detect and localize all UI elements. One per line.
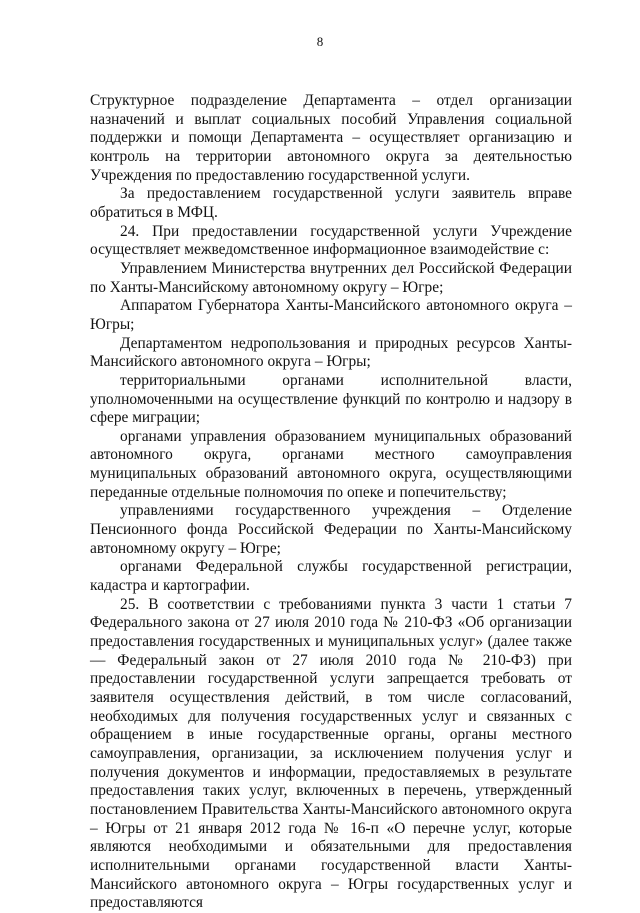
list-item-governor-office: Аппаратом Губернатора Ханты-Мансийского автономного округа – Югры; [90, 297, 572, 333]
paragraph-24: 24. При предоставлении государственной услуги Учреждение осуществляет межведомственное информационное взаимодействие с: [90, 222, 572, 259]
paragraph-mfc: За предоставлением государственной услуги заявитель вправе обратиться в МФЦ. [90, 185, 572, 221]
list-item-pension-fund: управлениями государственного учреждения – Отделение Пенсионного фонда Российской Федерации по Ханты-Мансийскому автономному округу – Югре; [90, 502, 572, 557]
paragraph-structural-unit: Структурное подразделение Департамента – отдел организации назначений и выплат социальных пособий Управления социальной поддержки и помощи Департамента – осуществляет организацию и контроль на территории автономного округа за деятельностью Учреждения по предоставлению государственной услуги. [90, 92, 572, 184]
list-item-mvd: Управлением Министерства внутренних дел Российской Федерации по Ханты-Мансийскому автономному округу – Югре; [90, 259, 572, 296]
list-item-education-authorities: органами управления образованием муниципальных образований автономного округа, органами местного самоуправления муниципальных образований автономного округа, осуществляющими переданные отдельные полномочия по опеке и попечительству; [90, 427, 572, 501]
page-number: 8 [316, 34, 324, 49]
paragraph-25: 25. В соответствии с требованиями пункта 3 части 1 статьи 7 Федерального закона от 27 июля 2010 года № 210-ФЗ «Об организации предоставления государственных и муниципальных услуг» (далее также — Федеральный закон от 27 июля 2010 года № 210-ФЗ) при предоставлении государственной услуги запрещается требовать от заявителя осуществления действий, в том числе согласований, необходимых для получения государственных услуг и связанных с обращением в иные государственные органы, органы местного самоуправления, организации, за исключением получения услуг и получения документов и информации, предоставляемых в результате предоставления таких услуг, включенных в перечень, утвержденный постановлением Правительства Ханты-Мансийского автономного округа – Югры от 21 января 2012 года № 16-п «О перечне услуг, которые являются необходимыми и обязательными для предоставления исполнительными органами государственной власти Ханты-Мансийского автономного округа – Югры государственных услуг и предоставляются [90, 595, 572, 912]
document-body [90, 92, 572, 913]
list-item-migration-authorities: территориальными органами исполнительной власти, уполномоченными на осуществление функций по контролю и надзору в сфере миграции; [90, 371, 572, 427]
list-item-rosreestr: органами Федеральной службы государственной регистрации, кадастра и картографии. [90, 558, 572, 595]
list-item-subsoil-department: Департаментом недропользования и природных ресурсов Ханты-Мансийского автономного округа – Югры; [90, 334, 572, 371]
